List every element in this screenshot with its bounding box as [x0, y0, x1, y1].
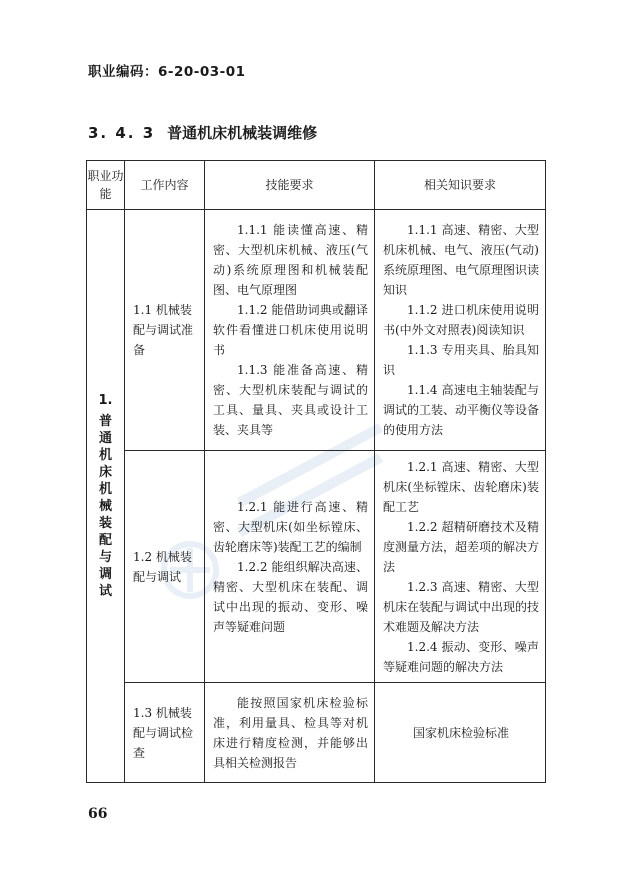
skill-item: 1.1.2 能借助词典或翻译软件看懂进口机床使用说明书	[213, 303, 368, 357]
skill-item: 能按照国家机床检验标准，利用量具、检具等对机床进行精度检测，并能够出具相关检测报告	[213, 695, 368, 770]
header-content: 工作内容	[125, 161, 205, 210]
knowledge-item: 1.1.3 专用夹具、胎具知识	[383, 343, 539, 377]
skills-cell	[205, 451, 375, 683]
knowledge-item: 国家机床检验标准	[412, 725, 509, 740]
content-cell: 1.1 机械装配与调试准备	[125, 210, 205, 451]
function-cell	[87, 210, 125, 783]
section-number: 3. 4. 3	[88, 124, 156, 142]
function-number: 1.	[98, 392, 113, 408]
skills-table	[86, 160, 546, 783]
header-skills: 技能要求	[205, 161, 375, 210]
content-cell: 1.2 机械装配与调试	[125, 451, 205, 683]
knowledge-item: 1.2.3 高速、精密、大型机床在装配与调试中出现的技术难题及解决方法	[383, 579, 540, 634]
table-row	[87, 451, 546, 683]
header-knowledge: 相关知识要求	[375, 161, 546, 210]
page-number: 66	[88, 806, 108, 822]
knowledge-item: 1.1.4 高速电主轴装配与调试的工装、动平衡仪等设备的使用方法	[383, 383, 540, 437]
section-title: 普通机床机械装调维修	[167, 124, 318, 142]
knowledge-item: 1.2.1 高速、精密、大型机床(坐标镗床、齿轮磨床)装配工艺	[383, 459, 539, 514]
section-heading	[88, 122, 317, 143]
table-row	[87, 210, 546, 451]
header-function: 职业功能	[87, 161, 125, 210]
skill-item: 1.2.1 能进行高速、精密、大型机床(如坐标镗床、齿轮磨床等)装配工艺的编制	[213, 499, 368, 554]
content-cell: 1.3 机械装配与调试检查	[125, 683, 205, 783]
knowledge-item: 1.1.2 进口机床使用说明书(中外文对照表)阅读知识	[383, 303, 539, 337]
skill-item: 1.1.3 能准备高速、精密、大型机床装配与调试的工具、量具、夹具或设计工装、夹具等	[213, 363, 368, 437]
function-label	[98, 392, 114, 600]
knowledge-item: 1.1.1 高速、精密、大型机床机械、电气、液压(气动)系统原理图、电气原理图识读知识	[383, 223, 540, 297]
skills-cell	[205, 683, 375, 783]
skill-item: 1.1.1 能读懂高速、精密、大型机床机械、液压(气动)系统原理图和机械装配图、电气原理图	[213, 223, 368, 297]
knowledge-item: 1.2.2 超精研磨技术及精度测量方法，超差项的解决方法	[383, 519, 540, 574]
occupation-code: 职业编码：6-20-03-01	[88, 64, 246, 80]
table-row	[87, 683, 546, 783]
knowledge-cell	[375, 210, 546, 451]
knowledge-cell	[375, 451, 546, 683]
skills-cell	[205, 210, 375, 451]
skill-item: 1.2.2 能组织解决高速、精密、大型机床在装配、调试中出现的振动、变形、噪声等疑难问题	[213, 559, 368, 634]
knowledge-cell	[375, 683, 546, 783]
function-name: 普通机床机械装配与调试	[98, 413, 112, 599]
knowledge-item: 1.2.4 振动、变形、噪声等疑难问题的解决方法	[383, 639, 539, 674]
table-header-row	[87, 161, 546, 210]
